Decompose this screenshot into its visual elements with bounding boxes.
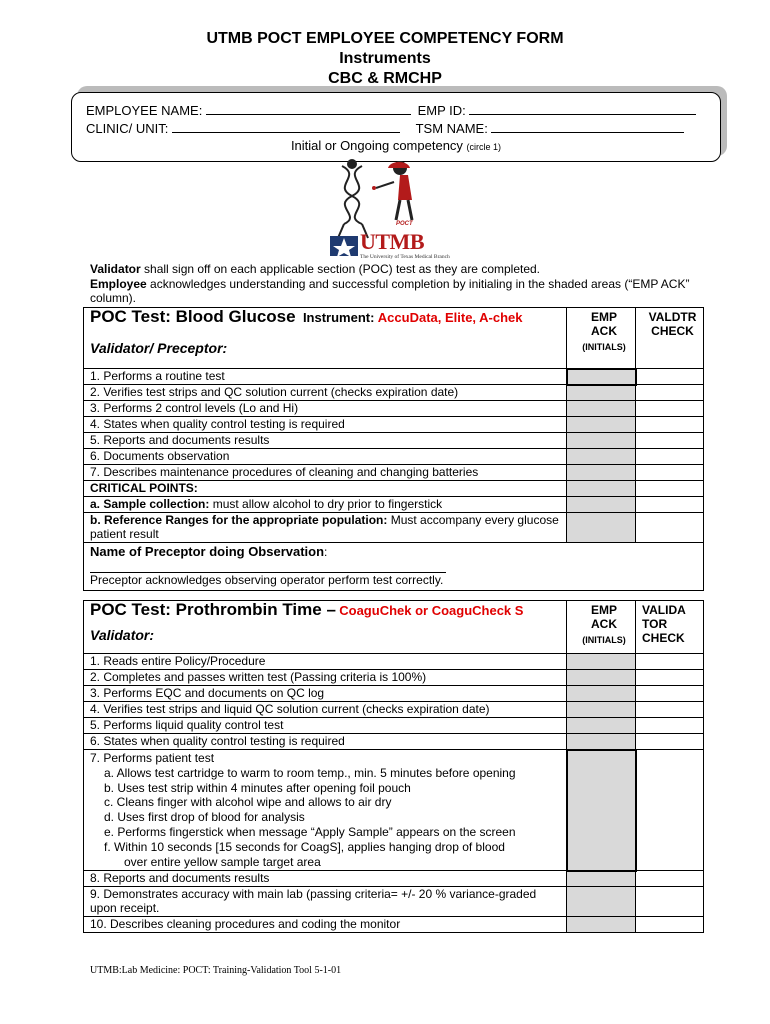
emp-ack-header: EMP ACK (INITIALS) — [567, 308, 636, 369]
texas-star-icon — [330, 236, 358, 257]
instrument-value: CoaguChek or CoaguCheck S — [339, 603, 524, 618]
validator-check-cell[interactable] — [636, 670, 704, 686]
validator-check-cell[interactable] — [636, 433, 704, 449]
list-item: over entire yellow sample target area — [104, 854, 321, 869]
scientist-figure-icon — [372, 161, 412, 220]
emp-ack-cell[interactable] — [567, 385, 636, 401]
validator-check-cell[interactable] — [636, 734, 704, 750]
validator-check-cell[interactable] — [636, 917, 704, 933]
emp-ack-cell[interactable] — [567, 417, 636, 433]
validator-check-header: VALDTR CHECK — [636, 308, 704, 369]
validator-instruction: Validator shall sign off on each applicable section (POC) test as they are completed. — [90, 262, 541, 276]
validator-check-cell[interactable] — [636, 497, 704, 513]
form-location: CBC & RMCHP — [328, 70, 442, 87]
employee-name-field[interactable] — [206, 102, 411, 115]
form-subtitle: Instruments — [339, 50, 431, 67]
emp-ack-cell[interactable] — [567, 465, 636, 481]
footer-text: UTMB:Lab Medicine: POCT: Training-Validation Tool 5-1-01 — [90, 965, 342, 976]
validator-check-cell[interactable] — [636, 686, 704, 702]
list-item: a. Allows test cartridge to warm to room temp., min. 5 minutes before opening — [104, 765, 516, 780]
clinic-unit-field[interactable] — [172, 120, 400, 133]
emp-ack-cell[interactable] — [567, 702, 636, 718]
table-row: 6. States when quality control testing is required — [84, 734, 704, 750]
table-row: 8. Reports and documents results — [84, 871, 704, 887]
table-row: 1. Performs a routine test — [84, 369, 704, 385]
form-title: UTMB POCT EMPLOYEE COMPETENCY FORM — [206, 30, 564, 47]
emp-ack-cell[interactable] — [567, 670, 636, 686]
instrument-value: AccuData, Elite, A-chek — [377, 310, 523, 325]
table-row: 5. Performs liquid quality control test — [84, 718, 704, 734]
validator-check-cell[interactable] — [636, 871, 704, 887]
section-title-cell — [84, 308, 567, 369]
table-row — [84, 497, 704, 513]
critical-point-b: b. Reference Ranges for the appropriate population: Must accompany every glucose patient result — [84, 513, 567, 543]
validator-check-cell[interactable] — [636, 718, 704, 734]
emp-ack-cell[interactable] — [567, 887, 636, 917]
validator-preceptor-label: Validator/ Preceptor: — [90, 340, 228, 356]
poct-label: POCT — [396, 221, 413, 227]
dna-figure-icon — [338, 160, 368, 238]
preceptor-row — [84, 543, 704, 591]
validator-check-cell[interactable] — [636, 369, 704, 385]
preceptor-acknowledgement: Preceptor acknowledges observing operator perform test correctly. — [90, 573, 444, 587]
section-title-cell — [84, 601, 567, 654]
emp-ack-cell[interactable] — [567, 481, 636, 497]
table-row — [84, 513, 704, 543]
instructions — [90, 262, 726, 306]
validator-check-cell[interactable] — [636, 654, 704, 670]
validator-check-header: VALIDA TOR CHECK — [636, 601, 704, 654]
emp-ack-cell[interactable] — [567, 718, 636, 734]
utmb-logo-subtitle: The University of Texas Medical Branch — [360, 254, 450, 260]
section-title: POC Test: Blood Glucose — [90, 307, 296, 326]
employee-instruction: Employee acknowledges understanding and successful completion by initialing in the shaded areas (“EMP ACK” column). — [90, 276, 690, 305]
validator-check-cell[interactable] — [636, 401, 704, 417]
tsm-name-field[interactable] — [491, 120, 684, 133]
validator-check-cell[interactable] — [636, 513, 704, 543]
emp-id-label: EMP ID: — [417, 103, 466, 118]
circle-note: (circle 1) — [466, 142, 502, 152]
validator-check-cell[interactable] — [636, 702, 704, 718]
validator-check-cell[interactable] — [636, 417, 704, 433]
emp-ack-cell[interactable] — [567, 686, 636, 702]
table-row: 2. Verifies test strips and QC solution current (checks expiration date) — [84, 385, 704, 401]
employee-name-label: EMPLOYEE NAME: — [86, 103, 203, 118]
critical-points-label: CRITICAL POINTS: — [84, 481, 567, 497]
instrument-label: Instrument: — [302, 310, 375, 325]
list-item: b. Uses test strip within 4 minutes after opening foil pouch — [104, 780, 411, 795]
blood-glucose-table — [83, 307, 704, 591]
table-row: 2. Completes and passes written test (Passing criteria is 100%) — [84, 670, 704, 686]
validator-check-cell[interactable] — [636, 385, 704, 401]
emp-id-field[interactable] — [469, 102, 696, 115]
preceptor-signature-line[interactable] — [90, 559, 446, 573]
emp-ack-cell[interactable] — [567, 401, 636, 417]
preceptor-cell: Name of Preceptor doing Observation: Preceptor acknowledges observing operator perform test correctly. — [84, 543, 704, 591]
emp-ack-cell[interactable] — [567, 871, 636, 887]
table-row: 4. Verifies test strips and liquid QC solution current (checks expiration date) — [84, 702, 704, 718]
list-item: d. Uses first drop of blood for analysis — [104, 810, 305, 825]
competency-text: Initial or Ongoing competency — [290, 138, 463, 153]
table-row: 3. Performs 2 control levels (Lo and Hi) — [84, 401, 704, 417]
emp-ack-cell[interactable] — [567, 513, 636, 543]
competency-type[interactable] — [72, 138, 720, 153]
emp-ack-cell[interactable] — [567, 369, 636, 385]
emp-ack-cell[interactable] — [567, 750, 636, 871]
emp-ack-cell[interactable] — [567, 734, 636, 750]
preceptor-label: Name of Preceptor doing Observation — [90, 544, 325, 559]
validator-label: Validator: — [90, 627, 155, 643]
critical-point-a: a. Sample collection: must allow alcohol to dry prior to fingerstick — [84, 497, 567, 513]
table-row: 6. Documents observation — [84, 449, 704, 465]
validator-check-cell[interactable] — [636, 481, 704, 497]
emp-ack-cell[interactable] — [567, 433, 636, 449]
emp-ack-header: EMP ACK (INITIALS) — [567, 601, 636, 654]
validator-check-cell[interactable] — [636, 449, 704, 465]
list-item: e. Performs fingerstick when message “Apply Sample” appears on the screen — [104, 824, 516, 839]
prothrombin-time-table — [83, 600, 704, 933]
section-header-row — [84, 601, 704, 654]
patient-test-row — [84, 750, 704, 871]
patient-test-cell: 7. Performs patient test a. Allows test cartridge to warm to room temp., min. 5 minutes before opening b. Uses test strip within 4 minutes after opening foil pouch c. Cleans finger with alcohol wipe and allows to air dry d. Uses first drop of blood for analysis e. Performs fingerstick when message “Apply Sample” appears on the screen f. Within 10 seconds [15 seconds for CoagS], applies hanging drop of blood over entire yellow sample target area — [84, 750, 567, 871]
table-row: 10. Describes cleaning procedures and coding the monitor — [84, 917, 704, 933]
table-row: 7. Describes maintenance procedures of cleaning and changing batteries — [84, 465, 704, 481]
table-row: 5. Reports and documents results — [84, 433, 704, 449]
utmb-logo-text: UTMB — [360, 229, 424, 254]
emp-ack-cell[interactable] — [567, 654, 636, 670]
emp-ack-cell[interactable] — [567, 917, 636, 933]
tsm-name-label: TSM NAME: — [415, 121, 488, 136]
emp-ack-cell[interactable] — [567, 449, 636, 465]
list-item: c. Cleans finger with alcohol wipe and allows to air dry — [104, 795, 392, 810]
clinic-unit-label: CLINIC/ UNIT: — [86, 121, 169, 136]
validator-check-cell[interactable] — [636, 750, 704, 871]
employee-line-1 — [86, 102, 696, 118]
validator-check-cell[interactable] — [636, 887, 704, 917]
table-row: 3. Performs EQC and documents on QC log — [84, 686, 704, 702]
validator-check-cell[interactable] — [636, 465, 704, 481]
table-row: 4. States when quality control testing is required — [84, 417, 704, 433]
critical-points-row — [84, 481, 704, 497]
employee-info-box — [71, 92, 721, 162]
table-row: 1. Reads entire Policy/Procedure — [84, 654, 704, 670]
section-header-row — [84, 308, 704, 369]
list-item: f. Within 10 seconds [15 seconds for CoagS], applies hanging drop of blood — [104, 839, 505, 854]
table-row: 9. Demonstrates accuracy with main lab (passing criteria= +/- 20 % variance-graded upon receipt. — [84, 887, 704, 917]
section-title: POC Test: Prothrombin Time – — [90, 600, 336, 619]
emp-ack-cell[interactable] — [567, 497, 636, 513]
employee-line-2 — [86, 120, 684, 136]
